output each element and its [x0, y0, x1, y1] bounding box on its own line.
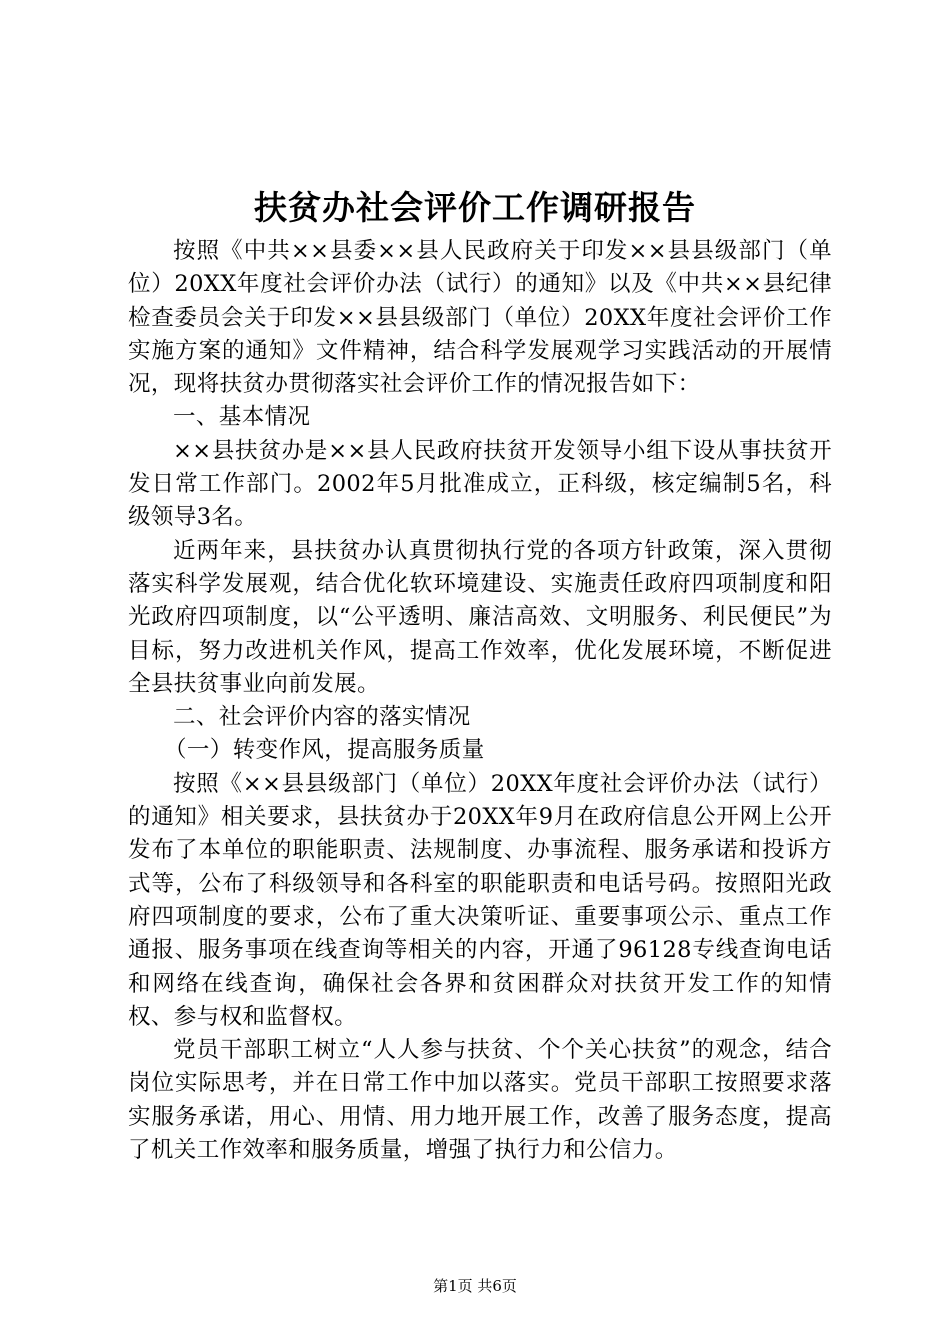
section-heading-implementation: 二、社会评价内容的落实情况: [173, 704, 471, 731]
recent-work-paragraph: 近两年来，县扶贫办认真贯彻执行党的各项方针政策，深入贯彻落实科学发展观，结合优化软环境建设、实施责任政府四项制度和阳光政府四项制度，以“公平透明、廉洁高效、文明服务、利民便民”为目标，努力改进机关作风，提高工作效率，优化发展环境，不断促进全县扶贫事业向前发展。: [128, 537, 832, 697]
disclosure-paragraph: 按照《××县县级部门（单位）20XX年度社会评价办法（试行）的通知》相关要求，县扶贫办于20XX年9月在政府信息公开网上公开发布了本单位的职能职责、法规制度、办事流程、服务承诺和投诉方式等，公布了科级领导和各科室的职能职责和电话号码。按照阳光政府四项制度的要求，公布了重大决策听证、重要事项公示、重点工作通报、服务事项在线查询等相关的内容，开通了96128专线查询电话和网络在线查询，确保社会各界和贫困群众对扶贫开发工作的知情权、参与权和监督权。: [128, 770, 832, 1030]
page-footer: 第1页 共6页: [433, 1277, 517, 1295]
staff-paragraph: 党员干部职工树立“人人参与扶贫、个个关心扶贫”的观念，结合岗位实际思考，并在日常工作中加以落实。党员干部职工按照要求落实服务承诺，用心、用情、用力地开展工作，改善了服务态度，提高了机关工作效率和服务质量，增强了执行力和公信力。: [128, 1037, 832, 1164]
intro-paragraph: 按照《中共××县委××县人民政府关于印发××县县级部门（单位）20XX年度社会评价办法（试行）的通知》以及《中共××县纪律检查委员会关于印发××县县级部门（单位）20XX年度社会评价工作实施方案的通知》文件精神，结合科学发展观学习实践活动的开展情况，现将扶贫办贯彻落实社会评价工作的情况报告如下：: [128, 238, 832, 398]
basic-info-paragraph: ××县扶贫办是××县人民政府扶贫开发领导小组下设从事扶贫开发日常工作部门。2002年5月批准成立，正科级，核定编制5名，科级领导3名。: [128, 437, 832, 531]
document-body: [128, 235, 832, 1167]
document-title: 扶贫办社会评价工作调研报告: [254, 188, 696, 227]
section-heading-basic: 一、基本情况: [173, 404, 311, 431]
subsection-heading-style: （一）转变作风，提高服务质量: [164, 737, 485, 764]
